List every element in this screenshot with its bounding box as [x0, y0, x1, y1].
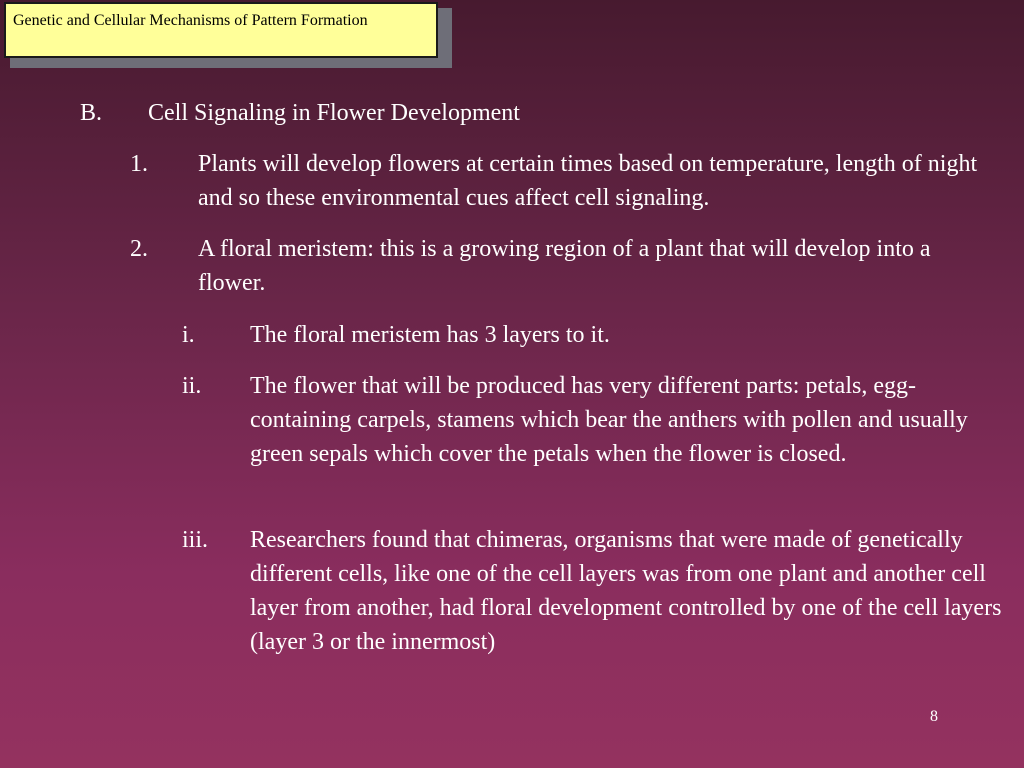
subpoint-text: The flower that will be produced has very different parts: petals, egg-containing carpels, stamens which bear the anthers with pollen and usually green sepals which cover the petals when the flower is closed. — [250, 373, 968, 467]
section-heading — [80, 96, 1000, 130]
slide-title: Genetic and Cellular Mechanisms of Pattern Formation — [4, 2, 438, 58]
subpoint-text: Researchers found that chimeras, organisms that were made of genetically different cells, like one of the cell layers was from one plant and another cell layer from another, had floral development controlled by one of the cell layers (layer 3 or the innermost) — [250, 527, 1002, 655]
subpoint-text: The floral meristem has 3 layers to it. — [250, 322, 610, 348]
point-text: A floral meristem: this is a growing region of a plant that will develop into a flower. — [198, 236, 931, 296]
subpoint-marker: i. — [182, 322, 195, 348]
list-item-subpoint-ii — [182, 369, 1002, 471]
section-marker: B. — [80, 100, 103, 126]
point-marker: 1. — [130, 151, 148, 177]
list-item-subpoint-i — [182, 318, 1002, 352]
point-marker: 2. — [130, 236, 148, 262]
list-item-subpoint-iii — [182, 523, 1002, 659]
list-item-point-2 — [130, 232, 1000, 300]
list-item-point-1 — [130, 147, 1000, 215]
subpoint-marker: ii. — [182, 373, 202, 399]
point-text: Plants will develop flowers at certain times based on temperature, length of night and so these environmental cues affect cell signaling. — [198, 151, 978, 211]
subpoint-marker: iii. — [182, 527, 209, 553]
section-text: Cell Signaling in Flower Development — [148, 100, 520, 126]
page-number: 8 — [930, 708, 938, 725]
